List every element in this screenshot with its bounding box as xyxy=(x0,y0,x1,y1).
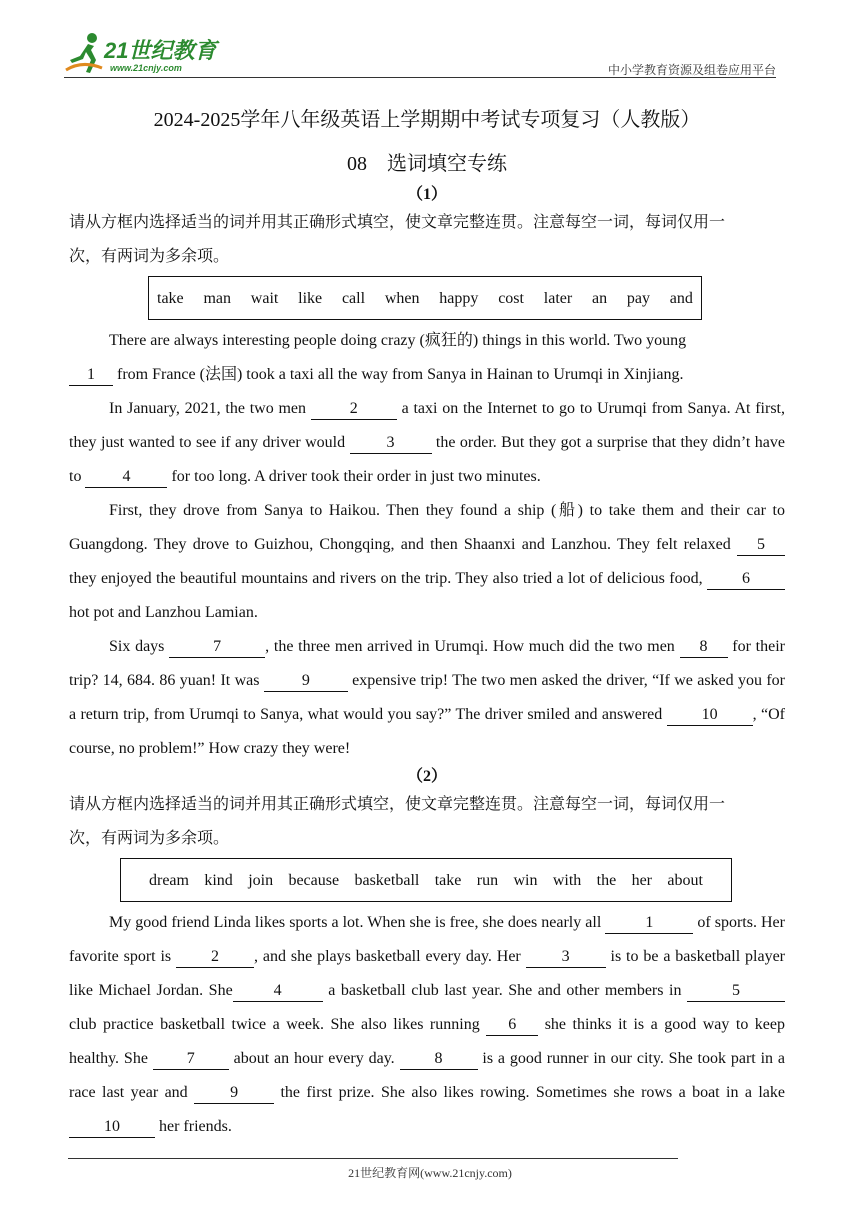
text-run: she thinks it is a good way to keep healthy. She xyxy=(69,1016,786,1067)
blank-7[interactable]: 7 xyxy=(169,637,265,658)
text-run: There are always interesting people doing crazy (疯狂的) things in this world. Two young xyxy=(109,332,687,349)
word-box-item: take xyxy=(434,872,462,889)
blank-1[interactable]: 1 xyxy=(605,913,693,934)
blank-3[interactable]: 3 xyxy=(350,433,432,454)
logo-url: www.21cnjy.com xyxy=(110,63,182,73)
page-header xyxy=(0,0,860,80)
text-run: In January, 2021, the two men xyxy=(109,400,311,417)
runner-logo-icon xyxy=(64,30,104,76)
section-2-word-box xyxy=(120,858,732,902)
word-box-item: join xyxy=(248,872,274,889)
blank-3[interactable]: 3 xyxy=(526,947,606,968)
blank-10[interactable]: 10 xyxy=(69,1117,155,1138)
section-2-paragraph-1 xyxy=(69,906,785,1144)
blank-7[interactable]: 7 xyxy=(153,1049,229,1070)
word-box-item: cost xyxy=(498,290,524,307)
text-run: for their trip? 14, 684. 86 yuan! It was xyxy=(69,638,785,689)
word-box-item: like xyxy=(298,290,323,307)
blank-8[interactable]: 8 xyxy=(680,637,728,658)
blank-5[interactable]: 5 xyxy=(687,981,785,1002)
text-run: a taxi on the Internet to go to Urumqi from Sanya. At first, they just wanted to see if any driver would xyxy=(69,400,786,451)
text-run: about an hour every day. xyxy=(228,1050,400,1067)
word-box-item: about xyxy=(667,872,703,889)
blank-10[interactable]: 10 xyxy=(667,705,753,726)
footer-divider xyxy=(68,1158,678,1159)
blank-6[interactable]: 6 xyxy=(486,1015,538,1036)
text-run: the order. But they got a surprise that they didn’t have to xyxy=(69,434,785,485)
text-run: , “Of course, no problem!” How crazy they were! xyxy=(69,706,786,757)
section-1-instruction-line1: 请从方框内选择适当的词并用其正确形式填空，使文章完整连贯。注意每空一词，每词仅用一 xyxy=(69,214,726,231)
blank-4[interactable]: 4 xyxy=(233,981,323,1002)
blank-6[interactable]: 6 xyxy=(707,569,785,590)
word-box-item: take xyxy=(157,290,184,307)
document-body xyxy=(69,98,785,1144)
word-box-item: basketball xyxy=(354,872,420,889)
logo-text: 21世纪教育 xyxy=(104,38,217,63)
word-box-item: her xyxy=(631,872,653,889)
blank-9[interactable]: 9 xyxy=(194,1083,274,1104)
text-run: of sports. Her favorite sport is xyxy=(69,914,785,965)
word-box-item: later xyxy=(543,290,573,307)
word-box-item: the xyxy=(596,872,617,889)
section-1-paragraph-3 xyxy=(69,494,785,630)
word-box-item: man xyxy=(203,290,231,307)
text-run: is to be a basketball player like Michael Jordan. She xyxy=(69,948,785,999)
text-run: for too long. A driver took their order in just two minutes. xyxy=(167,468,541,485)
word-box-item: an xyxy=(591,290,608,307)
word-box-item: run xyxy=(476,872,499,889)
section-1-paragraph-2 xyxy=(69,392,785,494)
logo xyxy=(64,30,234,80)
word-box-item: wait xyxy=(250,290,279,307)
text-run: Six days xyxy=(109,638,170,655)
section-1-paragraph-1 xyxy=(69,324,785,392)
word-box-item: happy xyxy=(439,290,479,307)
blank-1[interactable]: 1 xyxy=(69,365,113,386)
text-run: My good friend Linda likes sports a lot. When she is free, she does nearly all xyxy=(109,914,606,931)
header-divider xyxy=(64,77,776,78)
text-run: from France (法国) took a taxi all the way from Sanya in Hainan to Urumqi in Xinjiang. xyxy=(113,366,684,383)
text-run: First, they drove from Sanya to Haikou. Then they found a ship (船) to take them and their car to Guangdong. They drove to Guizhou, Chongqing, and then Shaanxi and Lanzhou. They felt relaxed xyxy=(69,502,785,553)
word-box-item: pay xyxy=(626,290,650,307)
word-box-item: call xyxy=(341,290,366,307)
blank-9[interactable]: 9 xyxy=(264,671,348,692)
page-subtitle: 08 选词填空专练 xyxy=(347,153,507,175)
section-2-instruction-line2: 次，有两词为多余项。 xyxy=(69,830,230,847)
text-run: , the three men arrived in Urumqi. How much did the two men xyxy=(265,638,680,655)
page-footer: 21世纪教育网(www.21cnjy.com) xyxy=(348,1166,512,1180)
section-1-word-box xyxy=(148,276,702,320)
section-2-instruction-line1: 请从方框内选择适当的词并用其正确形式填空，使文章完整连贯。注意每空一词，每词仅用一 xyxy=(69,796,726,813)
word-box-item: kind xyxy=(204,872,233,889)
text-run: club practice basketball twice a week. She also likes running xyxy=(69,1016,487,1033)
text-run: the first prize. She also likes rowing. Sometimes she rows a boat in a lake xyxy=(274,1084,786,1101)
blank-2[interactable]: 2 xyxy=(176,947,254,968)
section-2-number: （2） xyxy=(406,768,447,785)
blank-2[interactable]: 2 xyxy=(311,399,397,420)
text-run: hot pot and Lanzhou Lamian. xyxy=(69,604,258,621)
header-platform-text: 中小学教育资源及组卷应用平台 xyxy=(607,63,776,77)
text-run: they enjoyed the beautiful mountains and rivers on the trip. They also tried a lot of delicious food, xyxy=(69,570,707,587)
section-1-paragraph-4 xyxy=(69,630,785,766)
word-box-item: with xyxy=(552,872,582,889)
blank-8[interactable]: 8 xyxy=(400,1049,478,1070)
blank-4[interactable]: 4 xyxy=(85,467,167,488)
word-box-item: win xyxy=(513,872,538,889)
text-run: , and she plays basketball every day. Her xyxy=(254,948,526,965)
text-run: her friends. xyxy=(155,1118,232,1135)
section-1-instruction-line2: 次，有两词为多余项。 xyxy=(69,248,230,265)
word-box-item: dream xyxy=(149,872,189,889)
section-1-number: （1） xyxy=(406,186,447,203)
word-box-item: when xyxy=(384,290,420,307)
blank-5[interactable]: 5 xyxy=(737,535,785,556)
word-box-item: and xyxy=(669,290,693,307)
text-run: is a good runner in our city. She took part in a race last year and xyxy=(69,1050,785,1101)
text-run: a basketball club last year. She and other members in xyxy=(322,982,687,999)
word-box-item: because xyxy=(288,872,340,889)
text-run: expensive trip! The two men asked the driver, “If we asked you for a return trip, from Urumqi to Sanya, what would you say?” The driver smiled and answered xyxy=(69,672,786,723)
page-title: 2024-2025学年八年级英语上学期期中考试专项复习（人教版） xyxy=(153,109,701,131)
